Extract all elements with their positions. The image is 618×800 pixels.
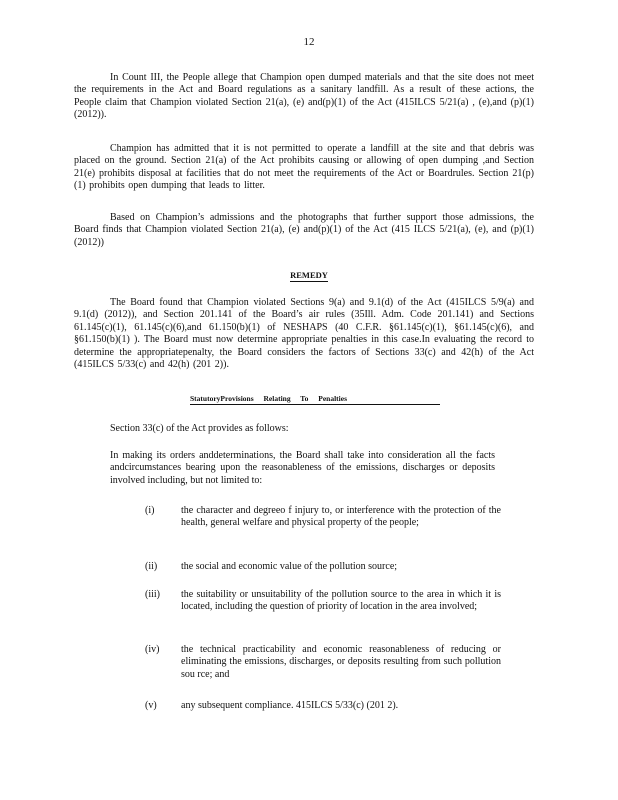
list-item-text: the suitability or unsuitability of the pollution source to the area in which it is located, including the question of priority of location in the area involved; — [181, 589, 501, 613]
list-item-text: any subsequent compliance. 415ILCS 5/33(c) (201 2). — [181, 700, 399, 711]
list-item-text: the technical practicability and economic reasonableness of reducing or eliminating the emissions, discharges, or deposits resulting from such pollution sou rce; and — [181, 644, 501, 680]
page-number: 12 — [303, 36, 315, 48]
paragraph-count-iii — [74, 72, 534, 122]
paragraph-board-finds — [74, 212, 534, 249]
list-item-number: (v) — [145, 700, 157, 711]
statutory-provisions-heading: StatutoryProvisions Relating To Penalties — [190, 394, 440, 405]
remedy-heading-text: REMEDY — [290, 270, 328, 280]
paragraph-remedy-text: The Board found that Champion violated Sections 9(a) and 9.1(d) of the Act (415ILCS 5/9(a) and 9.1(d) (2012)), and Section 201.141 of the Board’s air rules (35Ill. Adm. Code 201.141) and Sections 61.145(c)(1), 61.145(c)(6),and 61.150(b)(1) of NESHAPS (40 C.F.R. §61.145(c)(1), §61.145(c)(6), and §61.150(b)(1) ). The Board must now determine appropriate penalties in this case.In evaluating the record to determine the appropriatepenalty, the Board considers the factors of Sections 33(c) and 42(h) of the Act (415ILCS 5/33(c) and 42(h) (201 2)). — [74, 297, 534, 371]
list-item-text: the social and economic value of the pollution source; — [181, 561, 398, 572]
list-item-number: (ii) — [145, 561, 158, 572]
list-item-text: the character and degreeo f injury to, or interference with the protection of the health, general welfare and physical property of the people; — [181, 505, 501, 529]
paragraph-champion-admitted-text: Champion has admitted that it is not permitted to operate a landfill at the site and that debris was placed on the ground. Section 21(a) of the Act prohibits causing or allowing of open dumping ,and Section 21(e) prohibits disposal at facilities that do not meet the requirements of the Act or Boardrules. Section 21(p)(1) prohibits open dumping that leads to litter. — [74, 143, 534, 192]
section-33c-quote: In making its orders anddeterminations, the Board shall take into consideration all the facts andcircumstances bearing upon the reasonableness of the emissions, discharges or deposits involved including, but not limited to: — [110, 450, 495, 486]
paragraph-count-iii-text: In Count III, the People allege that Champion open dumped materials and that the site does not meet the requirements in the Act and Board regulations as a sanitary landfill. As a result of these actions, the People claim that Champion violated Section 21(a), (e) and(p)(1) of the Act (415ILCS 5/21(a) , (e),and (p)(1) (2012)). — [74, 72, 534, 121]
list-item-number: (i) — [145, 505, 155, 516]
list-item-number: (iii) — [145, 589, 160, 600]
list-item-number: (iv) — [145, 644, 160, 655]
section-33c-intro: Section 33(c) of the Act provides as follows: — [110, 423, 289, 434]
paragraph-champion-admitted — [74, 143, 534, 193]
remedy-heading — [0, 270, 618, 280]
paragraph-remedy — [74, 297, 534, 371]
paragraph-board-finds-text: Based on Champion’s admissions and the photographs that further support those admissions, the Board finds that Champion violated Section 21(a), (e) and(p)(1) of the Act (415 ILCS 5/21(a), (e), and (p)(1) (2012)) — [74, 212, 534, 248]
